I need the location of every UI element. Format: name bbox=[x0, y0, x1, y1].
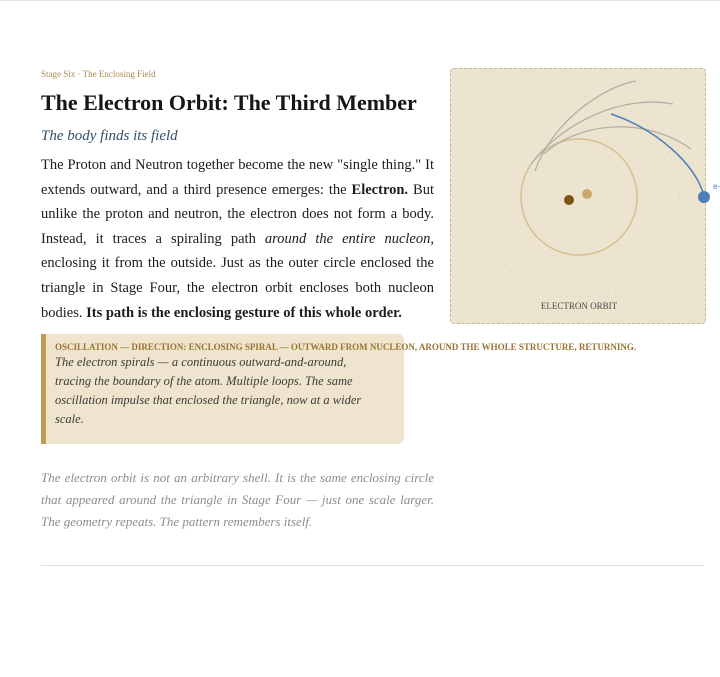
page-subtitle: The body finds its field bbox=[41, 128, 178, 144]
callout-text: The electron spirals — a continuous outward-and-around, tracing the boundary of the atom. Multiple loops. The same oscillation impulse that enclosed the triangle, now at a wider scale. bbox=[55, 355, 362, 426]
proton-dot bbox=[564, 195, 574, 205]
body-text-3: enclosing it from the outside. Just as the outer circle enclosed the triangle in Stage Four, the electron orbit encloses both nucleon bodies. bbox=[41, 255, 434, 321]
electron-orbit-figure bbox=[450, 68, 720, 324]
oscillation-callout bbox=[41, 334, 637, 444]
stage-kicker: Stage Six · The Enclosing Field bbox=[41, 69, 156, 79]
top-divider bbox=[0, 0, 720, 1]
body-text-2: But unlike the proton and neutron, the electron does not form a body. Instead, it traces a spiraling path bbox=[41, 181, 434, 247]
body-text-1: The Proton and Neutron together become the new "single thing." It extends outward, and a third presence emerges: the bbox=[41, 157, 434, 198]
bottom-divider bbox=[41, 565, 704, 566]
callout-heading: OSCILLATION — DIRECTION: ENCLOSING SPIRAL — OUTWARD FROM NUCLEON, AROUND THE WHOLE STRUCTURE, RETURNING. bbox=[55, 342, 637, 352]
body-bold-electron: Electron. bbox=[351, 181, 409, 198]
figure-caption: ELECTRON ORBIT bbox=[540, 301, 618, 311]
electron-dot bbox=[698, 191, 710, 203]
orbit-circle bbox=[521, 139, 637, 255]
body-bold-closing: Its path is the enclosing gesture of this whole order. bbox=[86, 304, 402, 321]
faint-outer-ring bbox=[479, 97, 679, 297]
page-title: The Electron Orbit: The Third Member bbox=[41, 90, 417, 115]
orbit-diagram bbox=[451, 69, 720, 325]
electron-label: e- bbox=[713, 182, 720, 191]
neutron-dot bbox=[582, 189, 592, 199]
coda-paragraph: The electron orbit is not an arbitrary shell. It is the same enclosing circle that appeared around the triangle in Stage Four — just one scale larger. The geometry repeats. The pattern remembers itself. bbox=[41, 470, 434, 529]
body-paragraph bbox=[41, 153, 434, 325]
body-italic-nucleon: around the entire nucleon, bbox=[264, 230, 434, 247]
